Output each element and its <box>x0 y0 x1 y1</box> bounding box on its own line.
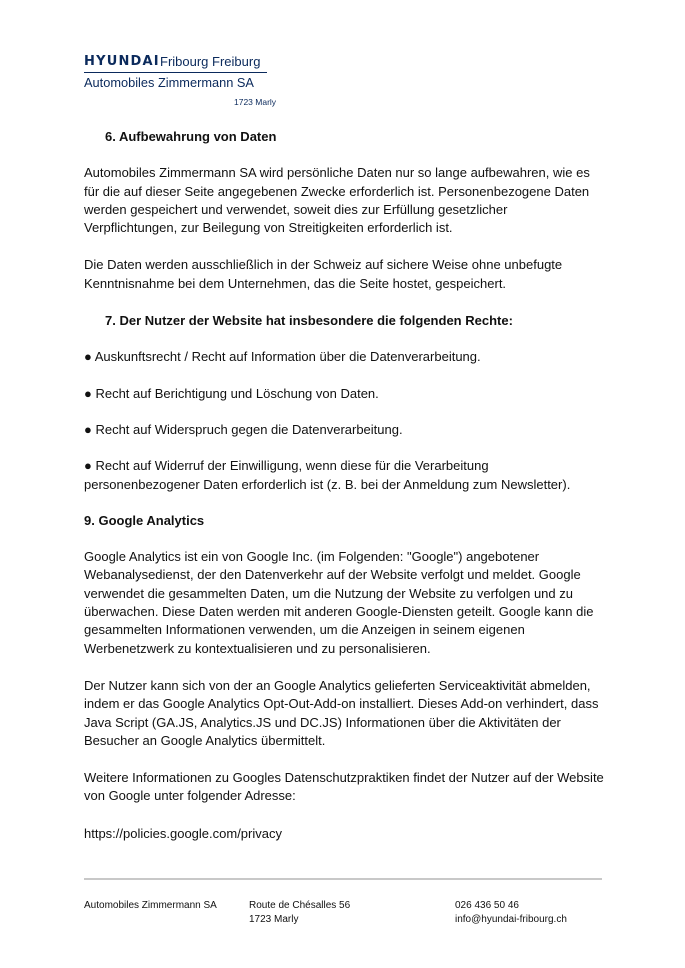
footer-email: info@hyundai-fribourg.ch <box>455 914 567 925</box>
footer-company: Automobiles Zimmermann SA <box>84 900 217 911</box>
privacy-policy-url: https://policies.google.com/privacy <box>84 825 282 841</box>
rights-list-item: ● Recht auf Berichtigung und Löschung von Daten. <box>84 385 379 401</box>
section-6-paragraph-1: Automobiles Zimmermann SA wird persönliche Daten nur so lange aufbewahren, wie es für die auf dieser Seite angegebenen Zwecke erforderlich ist. Personenbezogene Daten werden gespeichert und verwendet, soweit dies zur Erfüllung gesetzlicher Verpflichtungen, zur Beilegung von Streitigkeiten erforderlich ist. <box>84 165 590 236</box>
section-7-heading: 7. Der Nutzer der Website hat insbesondere die folgenden Rechte: <box>105 313 513 329</box>
section-6-heading: 6. Aufbewahrung von Daten <box>105 129 277 144</box>
footer-contact-column <box>455 899 567 927</box>
footer-company-column <box>84 899 217 913</box>
rights-list-item: ● Recht auf Widerruf der Einwilligung, wenn diese für die Verarbeitung personenbezogener Daten erforderlich ist (z. B. bei der Anmeldung zum Newsletter). <box>84 458 571 492</box>
section-9-heading: 9. Google Analytics <box>84 512 205 528</box>
rights-list-item: ● Auskunftsrecht / Recht auf Information über die Datenverarbeitung. <box>84 349 481 365</box>
section-9-paragraph-3: Weitere Informationen zu Googles Datenschutzpraktiken findet der Nutzer auf der Website von Google unter folgender Adresse: <box>84 770 604 804</box>
footer-street: Route de Chésalles 56 <box>249 900 351 911</box>
footer-city: 1723 Marly <box>249 914 299 925</box>
logo-place: 1723 Marly <box>234 97 277 107</box>
logo-divider <box>84 72 267 73</box>
section-9-paragraph-2: Der Nutzer kann sich von der an Google Analytics gelieferten Serviceaktivität abmelden, indem er das Google Analytics Opt-Out-Add-on installiert. Dieses Add-on verhindert, dass Java Script (GA.JS, Analytics.JS und DC.JS) Informationen über die Aktivitäten der Besucher an Google Analytics übermittelt. <box>84 677 599 748</box>
document-body <box>84 128 604 843</box>
section-6-paragraph-2: Die Daten werden ausschließlich in der Schweiz auf sichere Weise ohne unbefugte Kenntnisnahme bei dem Unternehmen, das die Seite hostet, gespeichert. <box>84 257 563 291</box>
section-9-paragraph-1: Google Analytics ist ein von Google Inc. (im Folgenden: "Google") angebotener Webanalysedienst, der den Datenverkehr auf der Website verfolgt und meldet. Google verwendet die gesammelten Daten, um die Nutzung der Website zu verfolgen und zu überwachen. Diese Daten werden mit anderen Google-Diensten geteilt. Google kann die gesammelten Informationen verwenden, um die Anzeigen in seinem eigenen Werbenetzwerk zu kontextualisieren und zu personalisieren. <box>84 549 594 656</box>
footer-phone: 026 436 50 46 <box>455 900 519 911</box>
logo-company: Automobiles Zimmermann SA <box>84 75 254 90</box>
footer-divider <box>84 878 602 880</box>
logo-brand: HYUNDAI <box>84 54 160 69</box>
logo-city: Fribourg Freiburg <box>160 54 261 69</box>
footer-address-column <box>249 899 350 927</box>
rights-list-item: ● Recht auf Widerspruch gegen die Datenverarbeitung. <box>84 421 403 437</box>
